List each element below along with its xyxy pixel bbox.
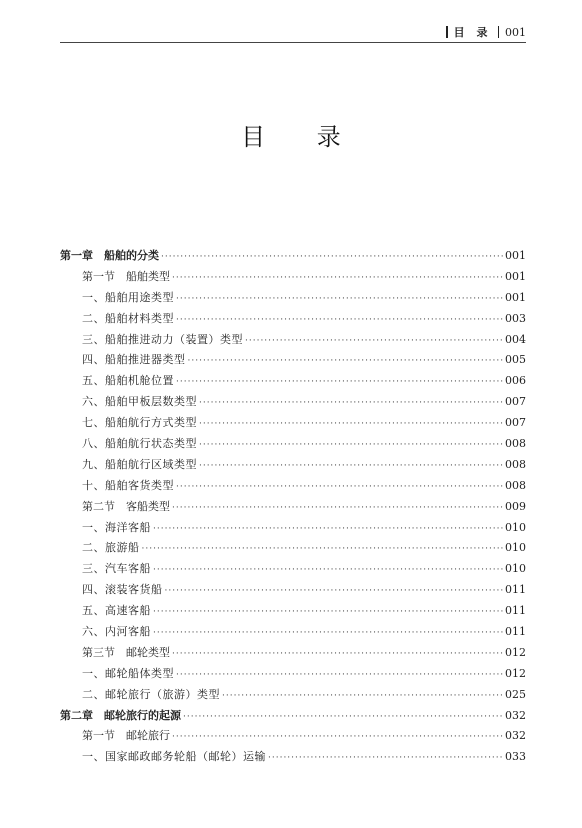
toc-item-entry (60, 350, 526, 371)
toc-page-number: 011 (505, 604, 526, 618)
toc-page-number: 007 (505, 395, 526, 409)
toc-dot-leader (176, 289, 503, 310)
toc-item-entry (60, 455, 526, 476)
running-header (60, 24, 526, 40)
toc-entry-title: 三、汽车客船 (82, 562, 151, 576)
toc-page-number: 001 (505, 269, 526, 283)
table-of-contents (60, 246, 526, 768)
header-rule (60, 42, 526, 43)
toc-entry-title: 四、船舶推进器类型 (82, 353, 186, 367)
toc-dot-leader (199, 456, 503, 477)
toc-item-entry (60, 309, 526, 330)
toc-page-number: 001 (505, 249, 526, 262)
toc-entry-title: 八、船舶航行状态类型 (82, 437, 197, 451)
toc-dot-leader (172, 727, 503, 748)
toc-dot-leader (165, 581, 504, 602)
toc-dot-leader (172, 498, 503, 519)
toc-entry-title: 七、船舶航行方式类型 (82, 416, 197, 430)
toc-page-number: 007 (505, 416, 526, 430)
toc-section-entry (60, 497, 526, 518)
toc-entry-title: 五、船舶机舱位置 (82, 374, 174, 388)
toc-entry-title: 一、国家邮政邮务轮船（邮轮）运输 (82, 750, 266, 764)
toc-entry-title: 二、船舶材料类型 (82, 311, 174, 325)
toc-item-entry (60, 601, 526, 622)
toc-dot-leader (142, 539, 504, 560)
toc-entry-title: 一、船舶用途类型 (82, 290, 174, 304)
toc-page-number: 008 (505, 478, 526, 492)
toc-item-entry (60, 413, 526, 434)
toc-page-number: 032 (505, 708, 526, 722)
toc-page-number: 011 (505, 583, 526, 597)
toc-entry-title: 十、船舶客货类型 (82, 478, 174, 492)
toc-dot-leader (222, 686, 503, 707)
toc-section-entry (60, 643, 526, 664)
toc-item-entry (60, 476, 526, 497)
toc-item-entry (60, 580, 526, 601)
toc-entry-title: 第三节 邮轮类型 (82, 645, 170, 659)
toc-dot-leader (172, 268, 503, 289)
toc-entry-title: 六、船舶甲板层数类型 (82, 395, 197, 409)
toc-section-entry (60, 267, 526, 288)
toc-dot-leader (176, 665, 503, 686)
toc-item-entry (60, 330, 526, 351)
toc-item-entry (60, 622, 526, 643)
toc-item-entry (60, 538, 526, 559)
header-section-title: 目 录 (453, 26, 492, 39)
toc-dot-leader (268, 748, 503, 769)
toc-item-entry (60, 434, 526, 455)
toc-dot-leader (161, 247, 503, 268)
toc-page-number: 032 (505, 729, 526, 743)
toc-page-number: 008 (505, 457, 526, 471)
toc-dot-leader (176, 372, 503, 393)
toc-entry-title: 第一节 船舶类型 (82, 269, 170, 283)
toc-page-number: 012 (505, 645, 526, 659)
toc-dot-leader (172, 644, 503, 665)
toc-dot-leader (153, 519, 503, 540)
toc-page-number: 001 (505, 290, 526, 304)
toc-dot-leader (199, 435, 503, 456)
toc-page-number: 033 (505, 750, 526, 764)
page-title: 目 录 (241, 123, 363, 151)
toc-entry-title: 二、旅游船 (82, 541, 140, 555)
toc-entry-title: 第二节 客船类型 (82, 499, 170, 513)
toc-chapter-entry (60, 706, 526, 727)
toc-dot-leader (245, 331, 503, 352)
toc-page-number: 003 (505, 311, 526, 325)
toc-dot-leader (153, 602, 503, 623)
toc-entry-title: 第一章 船舶的分类 (60, 249, 159, 262)
toc-dot-leader (176, 310, 503, 331)
toc-page-number: 005 (505, 353, 526, 367)
toc-entry-title: 四、滚装客货船 (82, 583, 163, 597)
toc-item-entry (60, 559, 526, 580)
header-divider (446, 26, 448, 38)
toc-section-entry (60, 726, 526, 747)
toc-entry-title: 一、邮轮船体类型 (82, 666, 174, 680)
toc-page-number: 009 (505, 499, 526, 513)
header-divider (498, 26, 500, 38)
toc-dot-leader (199, 393, 503, 414)
toc-page-number: 012 (505, 666, 526, 680)
toc-page-number: 010 (505, 562, 526, 576)
toc-dot-leader (188, 351, 504, 372)
toc-page-number: 006 (505, 374, 526, 388)
toc-entry-title: 二、邮轮旅行（旅游）类型 (82, 687, 220, 701)
toc-item-entry (60, 371, 526, 392)
toc-entry-title: 五、高速客船 (82, 604, 151, 618)
toc-entry-title: 三、船舶推进动力（装置）类型 (82, 332, 243, 346)
toc-dot-leader (199, 414, 503, 435)
toc-item-entry (60, 288, 526, 309)
toc-entry-title: 第一节 邮轮旅行 (82, 729, 170, 743)
toc-entry-title: 九、船舶航行区域类型 (82, 457, 197, 471)
toc-page-number: 008 (505, 437, 526, 451)
toc-dot-leader (153, 560, 503, 581)
header-page-number: 001 (505, 25, 526, 39)
toc-entry-title: 第二章 邮轮旅行的起源 (60, 708, 181, 722)
toc-chapter-entry (60, 246, 526, 267)
toc-item-entry (60, 747, 526, 768)
toc-item-entry (60, 685, 526, 706)
toc-page-number: 010 (505, 541, 526, 555)
toc-dot-leader (176, 477, 503, 498)
toc-entry-title: 六、内河客船 (82, 625, 151, 639)
toc-entry-title: 一、海洋客船 (82, 520, 151, 534)
toc-page-number: 011 (505, 625, 526, 639)
toc-item-entry (60, 392, 526, 413)
toc-page-number: 004 (505, 332, 526, 346)
toc-page-number: 025 (505, 687, 526, 701)
toc-item-entry (60, 518, 526, 539)
toc-dot-leader (183, 707, 503, 728)
toc-page-number: 010 (505, 520, 526, 534)
toc-dot-leader (153, 623, 503, 644)
toc-item-entry (60, 664, 526, 685)
